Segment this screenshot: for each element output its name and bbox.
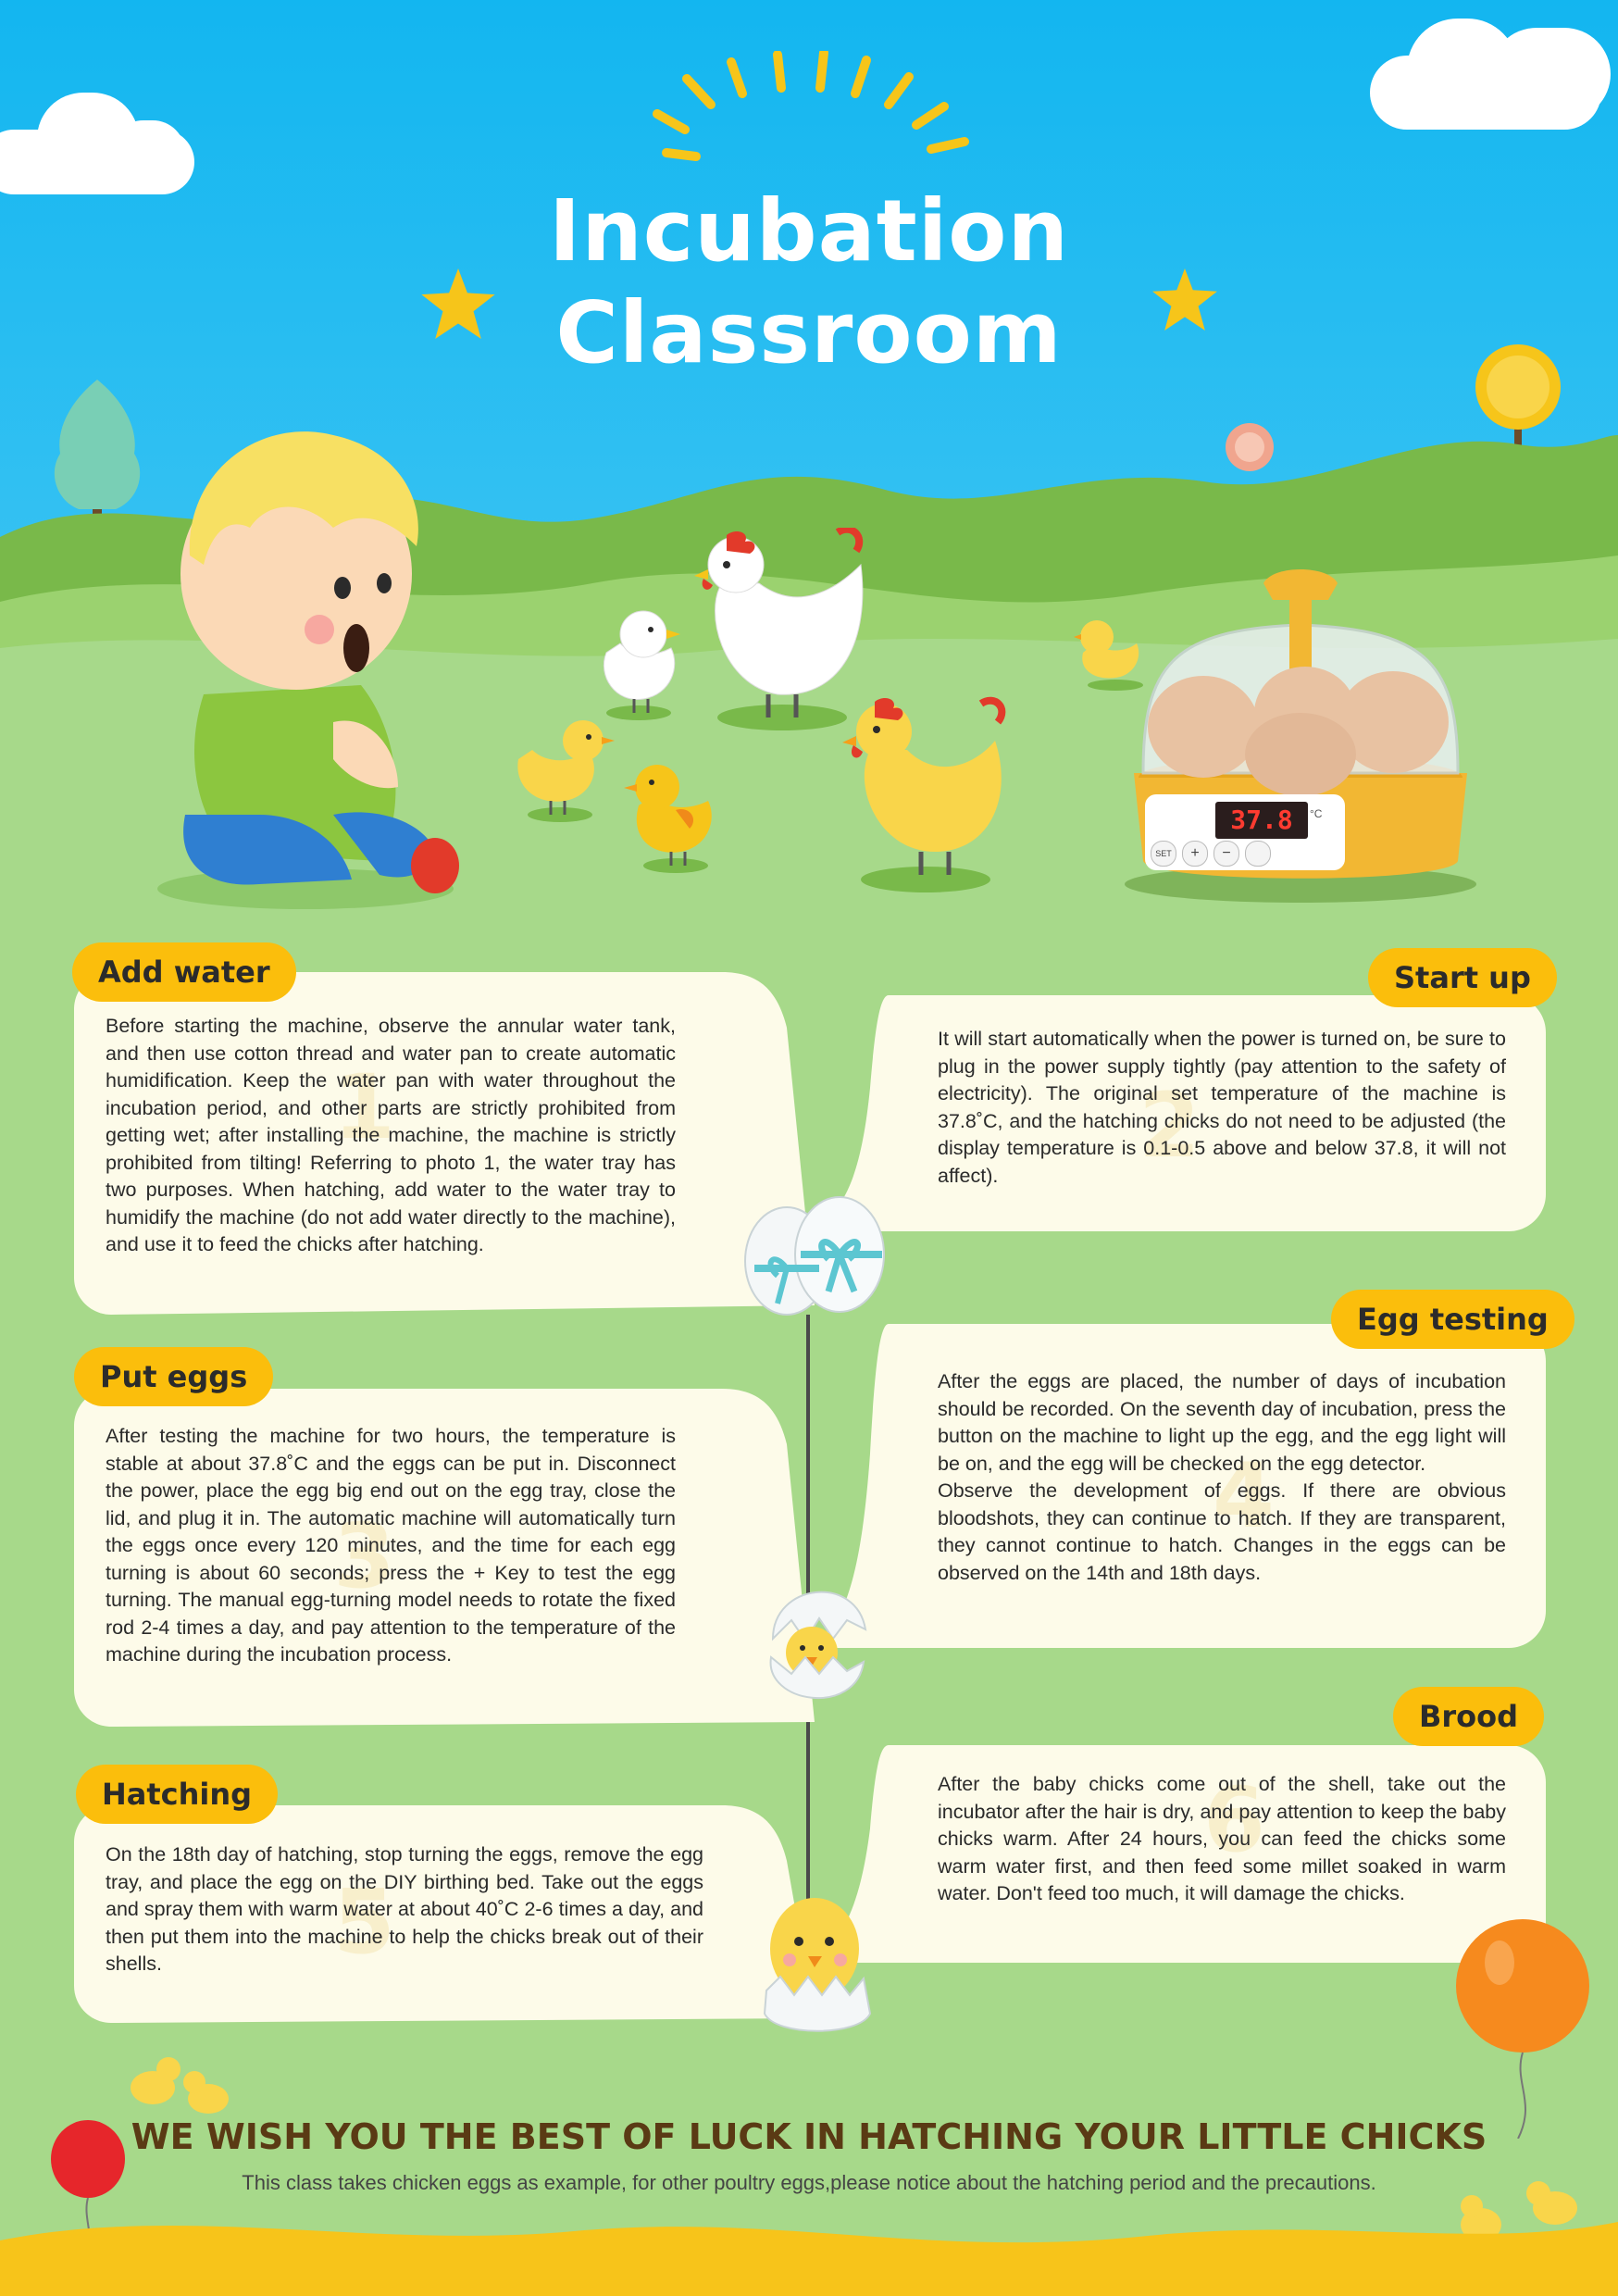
footer-note: This class takes chicken eggs as example, for other poultry eggs,please notice about the hatching period and the precautions. bbox=[242, 2171, 1376, 2194]
step-number: 4 bbox=[1213, 1444, 1275, 1548]
step-text-brood: After the baby chicks come out of the shell, take out the incubator after the hair is dry, and pay attention to keep the baby chicks warm. After 24 hours, you can feed the chicks some warm water first, and then feed some millet soaked in warm water. Don't feed too much, it will damage the chicks. bbox=[938, 1773, 1506, 1904]
balloon-icon bbox=[1449, 1916, 1597, 2139]
step-text-hatching: On the 18th day of hatching, stop turning the eggs, remove the egg tray, and place the egg on the DIY birthing bed. Take out the eggs and spray them with warm water at about 40˚C 2-6 times a day, and then put them into the machine to help the chicks break out of their shells. bbox=[106, 1843, 703, 1975]
egg-icon bbox=[736, 1194, 893, 1324]
incubator-set-button: SET bbox=[1151, 841, 1176, 867]
step-label-brood: Brood bbox=[1393, 1687, 1544, 1746]
step-number: 1 bbox=[333, 1055, 395, 1159]
step-number: 5 bbox=[333, 1870, 395, 1974]
step-text-egg-testing: After the eggs are placed, the number of days of incubation should be recorded. On the seventh day of incubation, press the button on the machine to light up the egg, and the egg light will be on, and the egg will be checked on the egg detector. Observe the development of eggs. If there are obvious bloodshots, they can continue to hatch. If they are transparent, they cannot continue to hatch. Changes in the eggs can be observed on the 14th and 18th days. bbox=[938, 1370, 1506, 1584]
chick-icon bbox=[757, 1875, 877, 2037]
title-line-2: Classroom bbox=[555, 283, 1063, 382]
chick-icon bbox=[620, 755, 731, 875]
incubator-unit: °C bbox=[1310, 807, 1323, 820]
step-text-add-water: Before starting the machine, observe the annular water tank, and then use cotton thread and water pan to create automatic humidification. Keep the water pan with water throughout the incubation period, and other parts are strictly prohibited from getting wet; after installing the machine, the machine is strictly prohibited from tilting! Referring to photo 1, the water tray has two purposes. When hatching, add water to the water tray to humidify the machine (do not add water directly to the machine), and use it to feed the chicks after hatching. bbox=[106, 1015, 676, 1255]
incubator-plus-button: + bbox=[1182, 841, 1208, 867]
poster-title bbox=[0, 181, 1618, 384]
footer-headline: WE WISH YOU THE BEST OF LUCK IN HATCHING YOUR LITTLE CHICKS bbox=[131, 2116, 1487, 2157]
boy-illustration bbox=[148, 417, 481, 917]
step-number: 2 bbox=[1139, 1074, 1201, 1178]
title-line-1: Incubation bbox=[549, 181, 1069, 281]
incubator-illustration bbox=[1115, 565, 1486, 907]
egg-icon bbox=[754, 1565, 875, 1717]
step-label-put-eggs: Put eggs bbox=[74, 1347, 273, 1406]
chick-icon bbox=[588, 602, 690, 722]
step-label-start-up: Start up bbox=[1368, 948, 1557, 1007]
chicken-icon bbox=[833, 685, 1018, 898]
footer-wave bbox=[0, 2185, 1618, 2296]
incubator-minus-button: − bbox=[1214, 841, 1239, 867]
chick-icon bbox=[509, 713, 616, 824]
step-label-egg-testing: Egg testing bbox=[1331, 1290, 1574, 1349]
incubator-display: 37.8 bbox=[1230, 805, 1293, 835]
step-label-add-water: Add water bbox=[72, 942, 296, 1002]
step-number: 6 bbox=[1203, 1768, 1265, 1872]
step-label-hatching: Hatching bbox=[76, 1765, 278, 1824]
chick-icon bbox=[120, 2041, 241, 2115]
step-text-start-up: It will start automatically when the power is turned on, be sure to plug in the power supply tightly (pay attention to the safety of electricity). The original set temperature of the machine is 37.8˚C, and the hatching chicks do not need to be adjusted (the display temperature is 0.1-0.5 above and below 37.8, it will not affect). bbox=[938, 1028, 1506, 1187]
step-text-put-eggs: After testing the machine for two hours, the temperature is stable at about 37.8˚C and the eggs can be put in. Disconnect the power, place the egg big end out on the egg tray, close the lid, and plug it in. The automatic machine will automatically turn the eggs once every 120 minutes, and the time for each egg turning is about 60 seconds; press the + Key to test the egg turning. The manual egg-turning model needs to rotate the fixed rod 2-4 times a day, and pay attention to the temperature of the machine during the incubation process. bbox=[106, 1425, 676, 1666]
cloud-icon bbox=[0, 93, 213, 194]
step-number: 3 bbox=[333, 1504, 395, 1608]
cloud-icon bbox=[1370, 19, 1618, 130]
sun-rays-icon bbox=[639, 51, 990, 162]
incubator-light-button bbox=[1245, 841, 1271, 867]
